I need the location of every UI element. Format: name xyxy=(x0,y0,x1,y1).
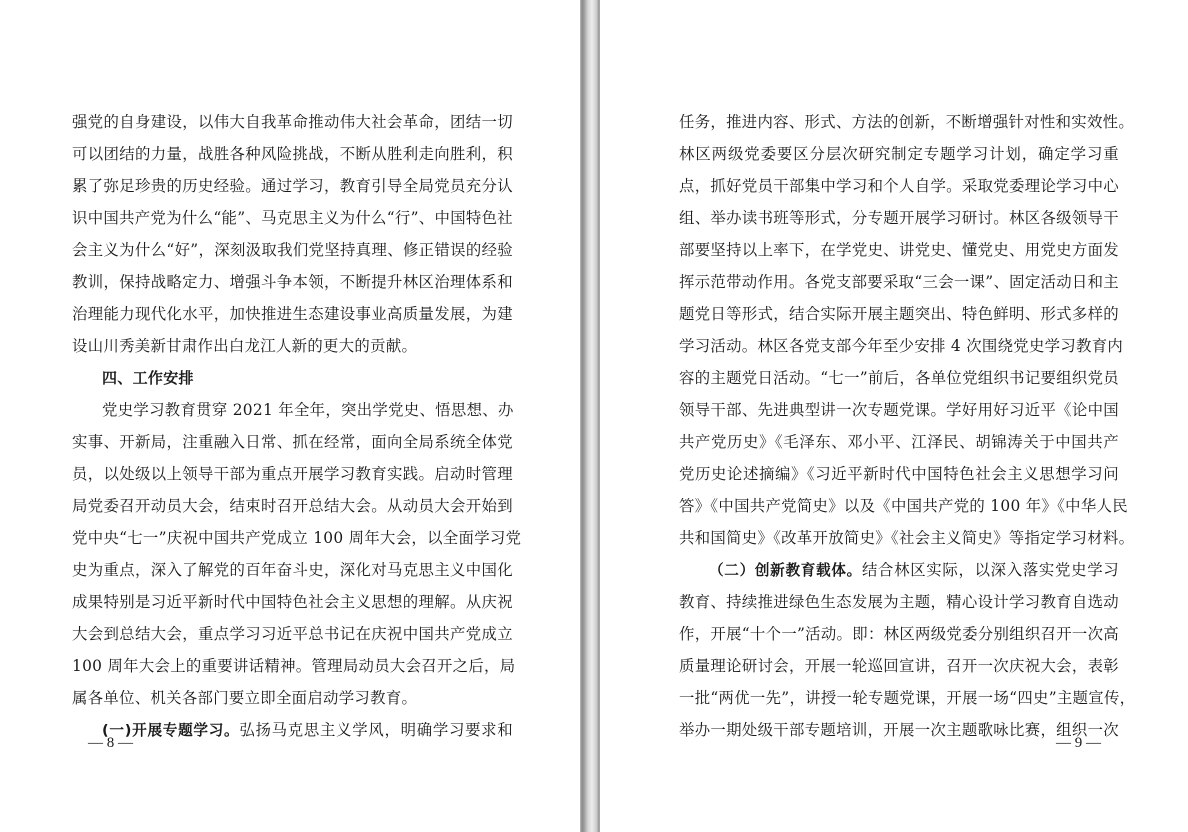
subsection-title: (一)开展专题学习。 xyxy=(102,722,240,739)
text-line: 任务，推进内容、形式、方法的创新，不断增强针对性和实效性。 xyxy=(679,113,1135,131)
text-line: 党史学习教育贯穿 2021 年全年，突出学党史、悟思想、办 xyxy=(102,401,514,419)
text-line: 教训，保持战略定力、增强斗争本领，不断提升林区治理体系和 xyxy=(72,273,513,291)
text-line: 党历史论述摘编》《习近平新时代中国特色社会主义思想学习问 xyxy=(679,465,1119,483)
subsection-line xyxy=(72,714,513,746)
text-line: 累了弥足珍贵的历史经验。通过学习，教育引导全局党员充分认 xyxy=(72,177,513,195)
left-page xyxy=(0,0,580,832)
text-line: 实事、开新局，注重融入日常、抓在经常，面向全局系统全体党 xyxy=(72,433,513,451)
text-line: 共和国简史》《改革开放简史》《社会主义简史》等指定学习材料。 xyxy=(679,529,1135,547)
text-line: 史为重点，深入了解党的百年奋斗史，深化对马克思主义中国化 xyxy=(72,561,513,579)
text-line: 设山川秀美新甘肃作出白龙江人新的更大的贡献。 xyxy=(72,337,418,355)
text-line: 点，抓好党员干部集中学习和个人自学。采取党委理论学习中心 xyxy=(679,177,1119,195)
text-line: 识中国共产党为什么“能”、马克思主义为什么“行”、中国特色社 xyxy=(72,209,513,227)
section-heading: 四、工作安排 xyxy=(102,369,194,387)
text-line: 答》《中国共产党简史》以及《中国共产党的 100 年》《中华人民 xyxy=(679,497,1128,515)
text-line: 容的主题党日活动。“七一”前后，各单位党组织书记要组织党员 xyxy=(679,369,1119,387)
text-line: 强党的自身建设，以伟大自我革命推动伟大社会革命，团结一切 xyxy=(72,113,513,131)
text-line: 题党日等形式，结合实际开展主题突出、特色鲜明、形式多样的 xyxy=(679,305,1119,323)
text-line: 100 周年大会上的重要讲话精神。管理局动员大会召开之后，局 xyxy=(72,657,516,675)
subsection-title: （二）创新教育载体。 xyxy=(709,562,862,579)
text-line: 治理能力现代化水平，加快推进生态建设事业高质量发展，为建 xyxy=(72,305,513,323)
subsection-text: 弘扬马克思主义学风，明确学习要求和 xyxy=(239,721,513,739)
page-gutter xyxy=(580,0,600,832)
right-page-text xyxy=(679,106,1136,746)
text-line: 一批“两优一先”，讲授一轮专题党课，开展一场“四史”主题宣传， xyxy=(679,689,1136,707)
text-line: 组、举办读书班等形式，分专题开展学习研讨。林区各级领导干 xyxy=(679,209,1119,227)
text-line: 教育、持续推进绿色生态发展为主题，精心设计学习教育自选动 xyxy=(679,593,1119,611)
text-line: 成果特别是习近平新时代中国特色社会主义思想的理解。从庆祝 xyxy=(72,593,513,611)
text-line: 会主义为什么“好”，深刻汲取我们党坚持真理、修正错误的经验 xyxy=(72,241,513,259)
text-line: 林区两级党委要区分层次研究制定专题学习计划，确定学习重 xyxy=(679,145,1119,163)
subsection-line xyxy=(679,554,1119,586)
text-line: 属各单位、机关各部门要立即全面启动学习教育。 xyxy=(72,689,418,707)
text-line: 大会到总结大会，重点学习习近平总书记在庆祝中国共产党成立 xyxy=(72,625,513,643)
subsection-text: 结合林区实际，以深入落实党史学习 xyxy=(861,561,1119,579)
text-line: 可以团结的力量，战胜各种风险挑战，不断从胜利走向胜利，积 xyxy=(72,145,513,163)
text-line: 部要坚持以上率下，在学党史、讲党史、懂党史、用党史方面发 xyxy=(679,241,1119,259)
text-line: 员，以处级以上领导干部为重点开展学习教育实践。启动时管理 xyxy=(72,465,513,483)
page-number: — 8 — xyxy=(88,735,133,751)
right-page xyxy=(600,0,1188,832)
text-line: 学习活动。林区各党支部今年至少安排 4 次围绕党史学习教育内 xyxy=(679,337,1124,355)
text-line: 局党委召开动员大会，结束时召开总结大会。从动员大会开始到 xyxy=(72,497,513,515)
text-line: 党中央“七一”庆祝中国共产党成立 100 周年大会，以全面学习党 xyxy=(72,529,522,547)
text-line: 作，开展“十个一”活动。即：林区两级党委分别组织召开一次高 xyxy=(679,625,1119,643)
left-page-text xyxy=(72,106,522,746)
text-line: 质量理论研讨会，开展一轮巡回宣讲，召开一次庆祝大会，表彰 xyxy=(679,657,1119,675)
text-line: 举办一期处级干部专题培训，开展一次主题歌咏比赛，组织一次 xyxy=(679,721,1119,739)
text-line: 领导干部、先进典型讲一次专题党课。学好用好习近平《论中国 xyxy=(679,401,1119,419)
page-number: — 9 — xyxy=(1056,735,1101,751)
text-line: 共产党历史》《毛泽东、邓小平、江泽民、胡锦涛关于中国共产 xyxy=(679,433,1119,451)
text-line: 挥示范带动作用。各党支部要采取“三会一课”、固定活动日和主 xyxy=(679,273,1119,291)
